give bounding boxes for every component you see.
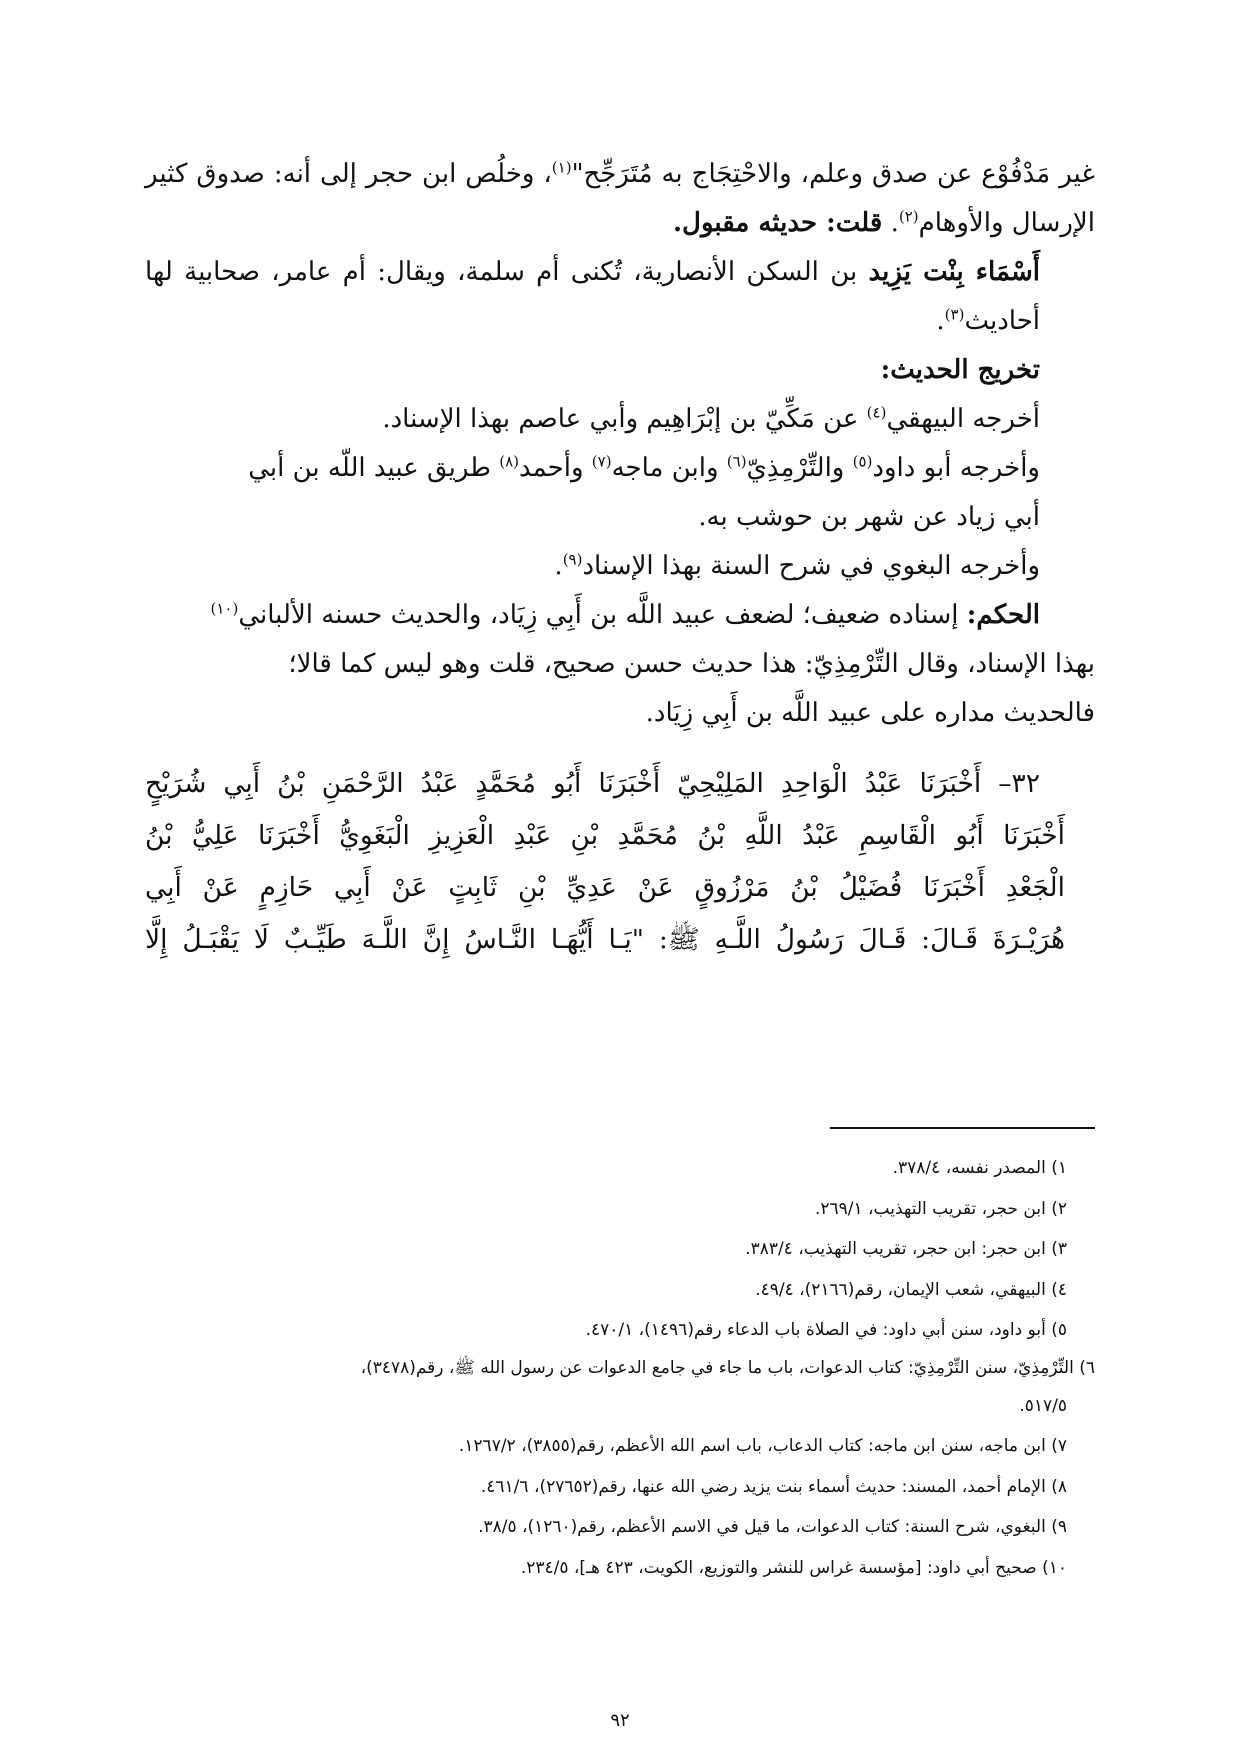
section-heading: تخريج الحديث: bbox=[880, 355, 1040, 385]
footnote-ref[interactable]: (١٠) bbox=[210, 599, 239, 618]
paragraph-baghawi: وأخرجه البغوي في شرح السنة بهذا الإسناد$^{(٩)}$. bbox=[554, 550, 1040, 581]
footnote-item: ٥) أبو داود، سنن أبي داود: في الصلاة باب الدعاء رقم(١٤٩٦)، ٤٧٠/١. bbox=[585, 1320, 1067, 1340]
footnote-ref[interactable]: (٢) bbox=[898, 207, 919, 226]
hadith-line: هُرَيْـرَةَ قَـالَ: قَـالَ رَسُولُ اللَّـهِ ﷺ: "يَـا أَيُّهَـا النَّـاسُ إِنَّ اللَّـهَ طَيِّـبٌ لَا يَقْبَـلُ إِلَّا bbox=[145, 924, 1065, 955]
footnote-ref[interactable]: (٥) bbox=[852, 452, 873, 471]
footnotes bbox=[145, 1148, 1095, 1588]
footnote-item: ٩) البغوي، شرح السنة: كتاب الدعوات، ما قيل في الاسم الأعظم، رقم(١٢٦٠)، ٣٨/٥. bbox=[478, 1517, 1067, 1537]
footnote-item: ٢) ابن حجر، تقريب التهذيب، ٢٦٩/١. bbox=[814, 1198, 1067, 1219]
hadith-line: الْجَعْدِ أَخْبَرَنَا فُضَيْلُ بْنُ مَرْزُوقٍ عَنْ عَدِيِّ بْنِ ثَابِتٍ عَنْ أَبِي حَازِمٍ عَنْ أَبِي bbox=[145, 872, 1065, 903]
footnote-ref[interactable]: (١) bbox=[551, 158, 572, 177]
footnote-item: ٨) الإمام أحمد، المسند: حديث أسماء بنت يزيد رضي الله عنها، رقم(٢٧٦٥٢)، ٤٦١/٦. bbox=[480, 1476, 1067, 1497]
paragraph-asma-bint-yazid: أَسْمَاء بِنْت يَزِيد بن السكن الأنصارية، تُكنى أم سلمة، ويقال: أم عامر، صحابية لها أحاديث$^{(٣)}$. bbox=[145, 257, 1040, 336]
footnote-ref[interactable]: (٩) bbox=[562, 550, 583, 569]
hadith-line: ٣٢– أَخْبَرَنَا عَبْدُ الْوَاحِدِ المَلِيْحِيّ أَخْبَرَنَا أَبُو مُحَمَّدٍ عَبْدُ الرَّحْمَنِ بْنُ أَبِي شُرَيْحٍ bbox=[145, 768, 1040, 799]
footnote-item-continued: ٥١٧/٥. bbox=[1019, 1395, 1067, 1416]
verdict-text: قلت: حديثه مقبول. bbox=[673, 208, 883, 238]
paragraph-other-sources: وأخرجه أبو داود$^{(٥)}$ والتِّرْمِذِيّ$^{(٦)}$ وابن ماجه$^{(٧)}$ وأحمد$^{(٨)}$ طريق عبيد اللّه بن أبي bbox=[248, 452, 1040, 483]
paragraph-bayhaqi: أخرجه البيهقي$^{(٤)}$ عن مَكِّيّ بن إبْرَاهِيم وأبي عاصم بهذا الإسناد. bbox=[382, 403, 1040, 434]
footnote-ref[interactable]: (٧) bbox=[591, 452, 612, 471]
footnote-item: ٧) ابن ماجه، سنن ابن ماجه: كتاب الدعاب، باب اسم الله الأعظم، رقم(٣٨٥٥)، ١٢٦٧/٢. bbox=[458, 1436, 1067, 1456]
body-text bbox=[145, 150, 1095, 738]
footnote-ref[interactable]: (٨) bbox=[499, 452, 519, 471]
footnote-ref[interactable]: (٣) bbox=[944, 305, 965, 324]
footnote-item: ١٠) صحيح أبي داود: [مؤسسة غراس للنشر والتوزيع، الكويت، ٤٢٣ هـ]، ٢٣٤/٥. bbox=[520, 1557, 1067, 1578]
footnote-separator bbox=[830, 1127, 1095, 1129]
footnote-item: ٦) التِّرْمِذِيّ، سنن التِّرْمِذِيّ: كتاب الدعوات، باب ما جاء في جامع الدعوات عن رسول الله ﷺ، رقم(٣٤٧٨)، bbox=[360, 1357, 1095, 1378]
page-number: ٩٢ bbox=[610, 1710, 630, 1731]
footnote-item: ٣) ابن حجر: ابن حجر، تقريب التهذيب، ٣٨٣/٤. bbox=[745, 1239, 1067, 1259]
footnote-item: ٤) البيهقي، شعب الإيمان، رقم(٢١٦٦)، ٤٩/٤. bbox=[755, 1279, 1067, 1300]
paragraph-ruling-continued: بهذا الإسناد، وقال التِّرْمِذِيّ: هذا حديث حسن صحيح، قلت وهو ليس كما قالا؛ bbox=[288, 649, 1095, 679]
ruling-label: الحكم: bbox=[966, 600, 1040, 630]
paragraph-narrator-assessment: غير مَدْفُوْع عن صدق وعلم، والاحْتِجَاج به مُتَرَجِّح"$^{(١)}$، وخلُص ابن حجر إلى أنه: صدوق كثير الإرسال والأوهام$^{(٢)}$. قلت: حديثه مقبول. bbox=[145, 158, 1095, 238]
paragraph-continuation: أبي زياد عن شهر بن حوشب به. bbox=[698, 502, 1040, 532]
hadith-line: أَخْبَرَنَا أَبُو الْقَاسِمِ عَبْدُ اللَّهِ بْنُ مُحَمَّدِ بْنِ عَبْدِ الْعَزِيزِ الْبَغَوِيُّ أَخْبَرَنَا عَلِيُّ بْنُ bbox=[145, 820, 1065, 851]
footnote-item: ١) المصدر نفسه، ٣٧٨/٤. bbox=[892, 1158, 1067, 1178]
hadith-text bbox=[145, 758, 1095, 966]
footnote-ref[interactable]: (٦) bbox=[726, 452, 747, 471]
main-text-area bbox=[145, 150, 1095, 966]
paragraph-ruling-conclusion: فالحديث مداره على عبيد اللَّه بن أَبِي زِيَاد. bbox=[645, 698, 1095, 728]
footnote-ref[interactable]: (٤) bbox=[866, 403, 887, 422]
paragraph-ruling: الحكم: إسناده ضعيف؛ لضعف عبيد اللَّه بن أَبِي زِيَاد، والحديث حسنه الألباني$^{(١٠)}$ bbox=[210, 599, 1040, 630]
narrator-name: أَسْمَاء بِنْت يَزِيد bbox=[868, 257, 1040, 287]
